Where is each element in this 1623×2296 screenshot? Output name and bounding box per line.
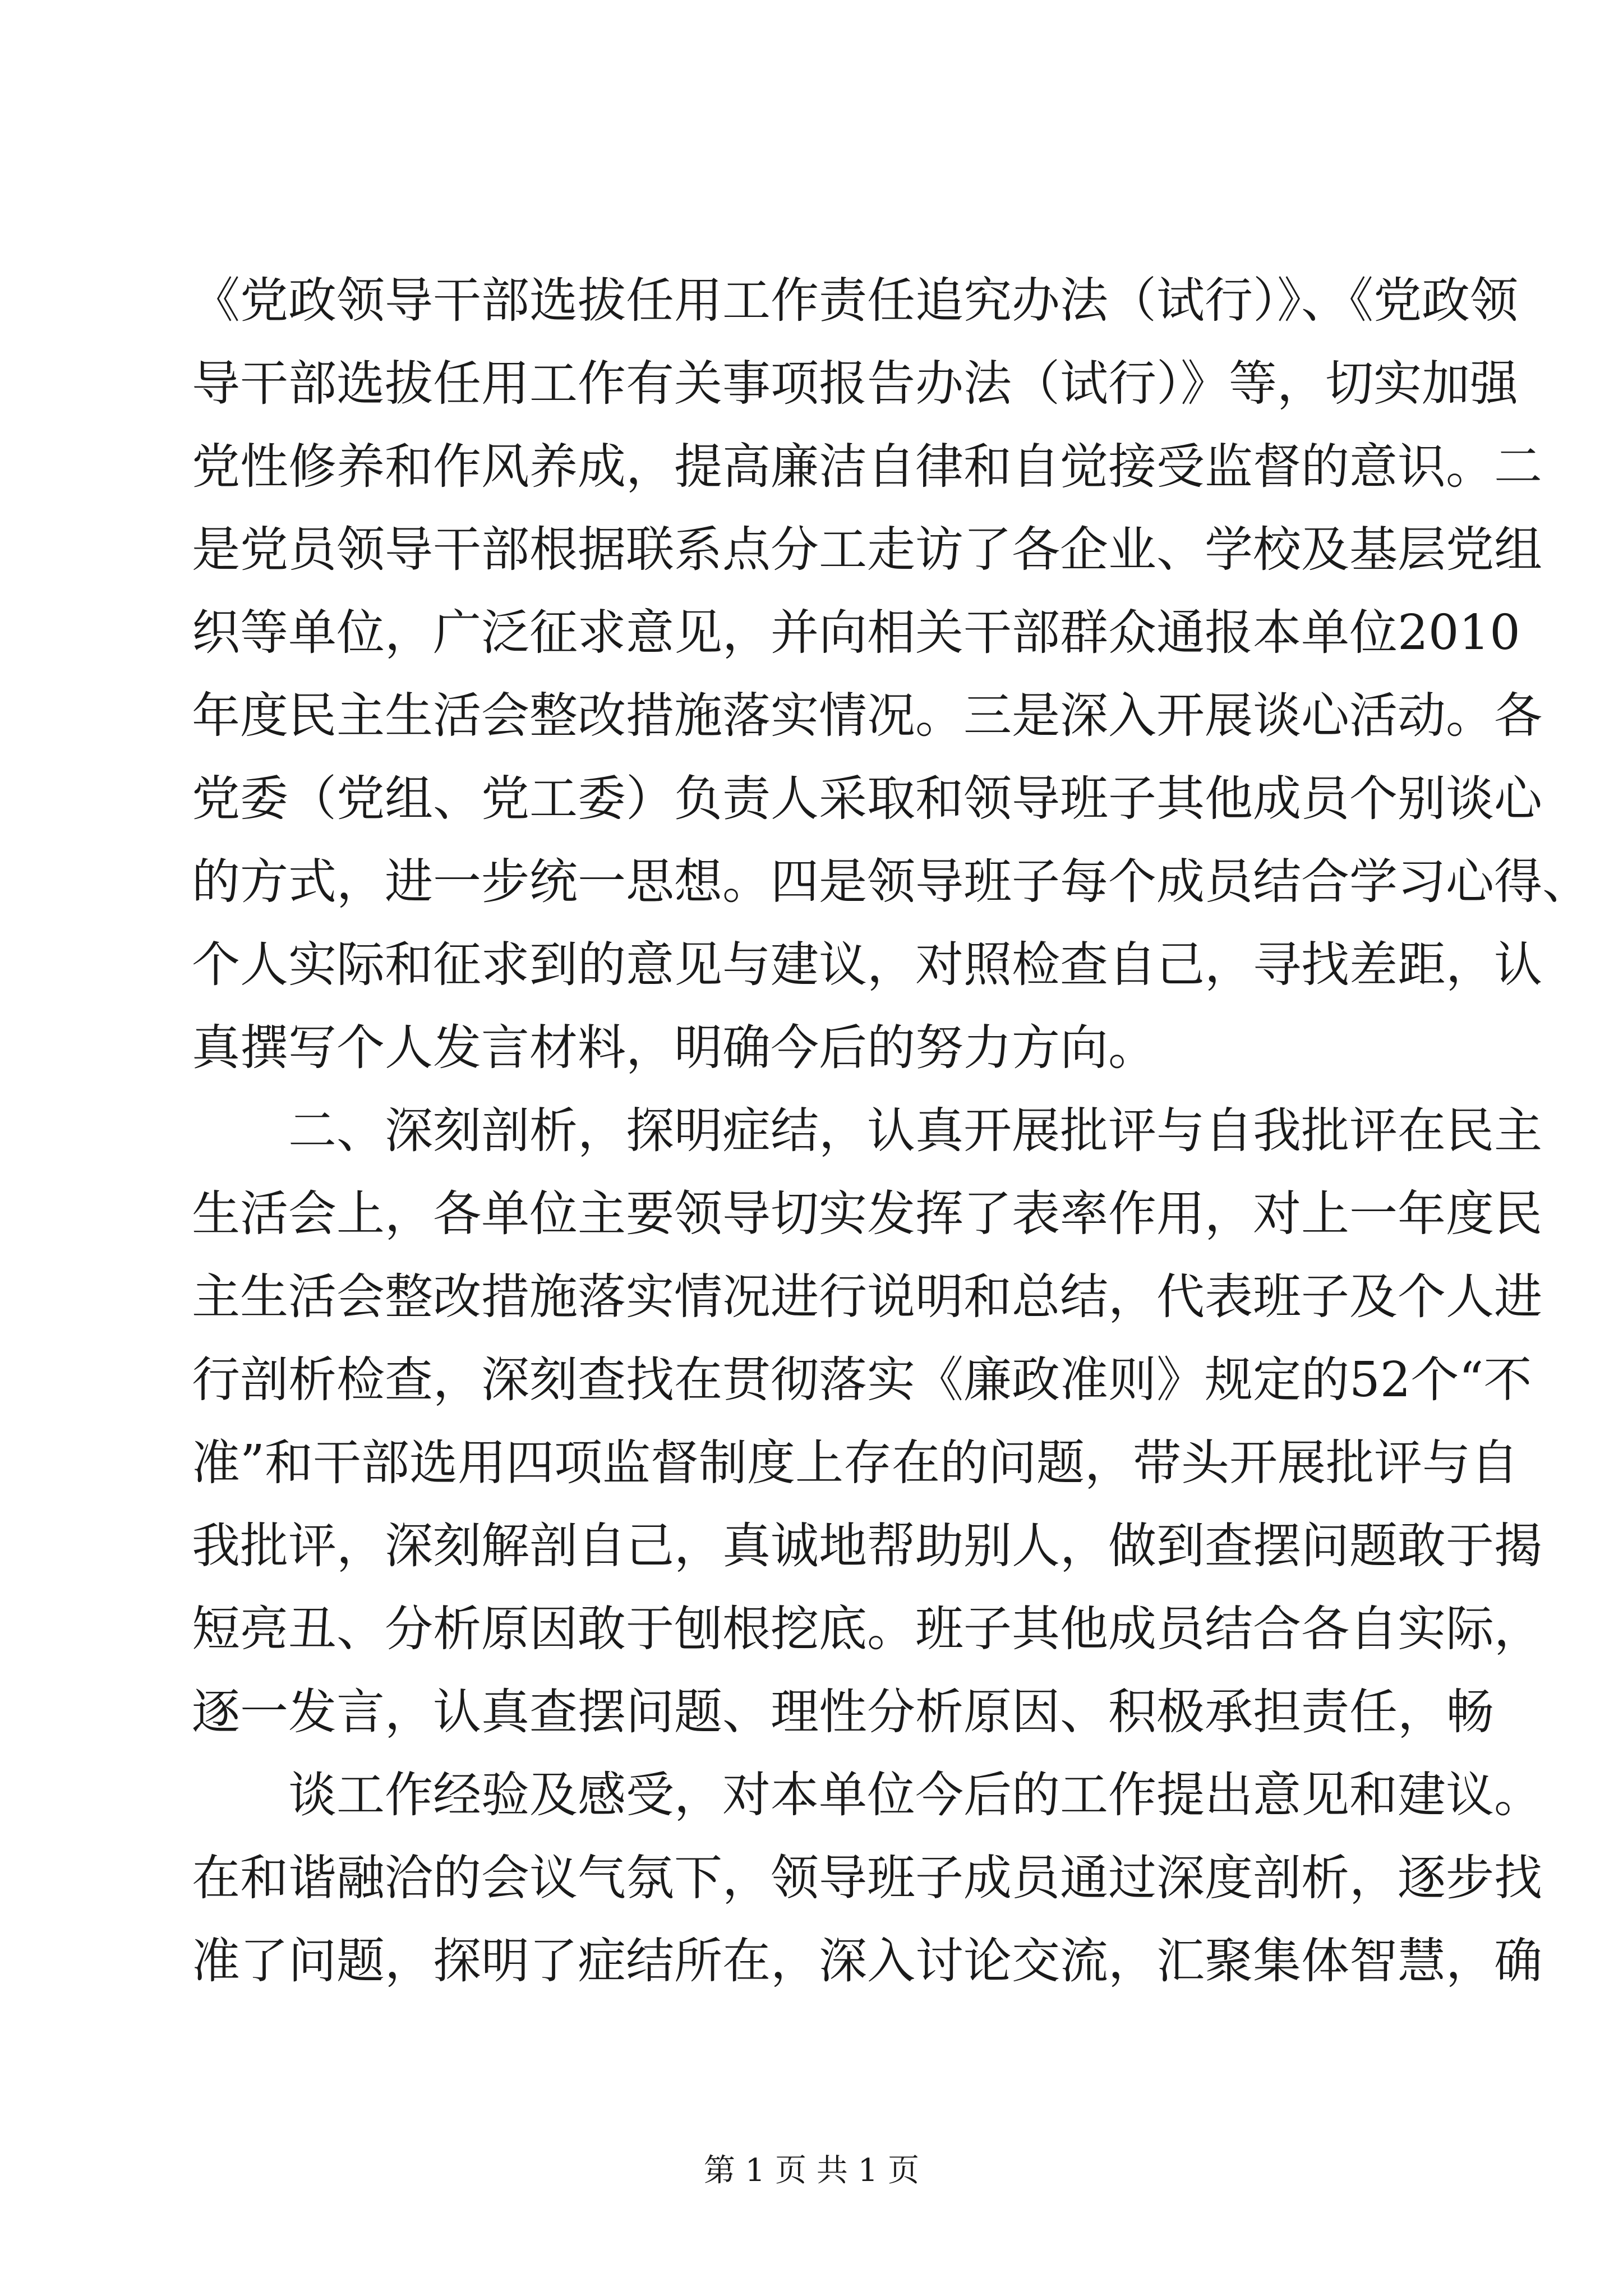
text-line: 党性修养和作风养成，提高廉洁自律和自觉接受监督的意识。二	[192, 439, 1542, 495]
text-line: 年度民主生活会整改措施落实情况。三是深入开展谈心活动。各	[192, 688, 1542, 744]
text-line: 短亮丑、分析原因敢于刨根挖底。班子其他成员结合各自实际，	[192, 1601, 1542, 1657]
text-line: 党委（党组、党工委）负责人采取和领导班子其他成员个别谈心	[192, 771, 1542, 827]
text-line: 准”和干部选用四项监督制度上存在的问题，带头开展批评与自	[192, 1435, 1519, 1491]
text-line: 谈工作经验及感受，对本单位今后的工作提出意见和建议。	[288, 1767, 1542, 1823]
text-line: 的方式，进一步统一思想。四是领导班子每个成员结合学习心得、	[192, 854, 1590, 910]
text-line: 织等单位，广泛征求意见，并向相关干部群众通报本单位2010	[192, 605, 1520, 661]
page-number-footer: 第 1 页 共 1 页	[703, 2152, 920, 2189]
text-line: 行剖析检查，深刻查找在贯彻落实《廉政准则》规定的52个“不	[192, 1352, 1532, 1408]
section-heading-line: 二、深刻剖析，探明症结，认真开展批评与自我批评在民主	[288, 1103, 1542, 1159]
body-text	[192, 259, 1590, 2003]
text-line: 主生活会整改措施落实情况进行说明和总结，代表班子及个人进	[192, 1269, 1542, 1325]
text-line: 逐一发言，认真查摆问题、理性分析原因、积极承担责任，畅	[192, 1684, 1494, 1740]
text-line: 我批评，深刻解剖自己，真诚地帮助别人，做到查摆问题敢于揭	[192, 1518, 1542, 1574]
text-line: 准了问题，探明了症结所在，深入讨论交流，汇聚集体智慧，确	[192, 1933, 1542, 1989]
text-line: 在和谐融洽的会议气氛下，领导班子成员通过深度剖析，逐步找	[192, 1850, 1542, 1906]
text-line: 真撰写个人发言材料，明确今后的努力方向。	[192, 1020, 1156, 1076]
text-line: 《党政领导干部选拔任用工作责任追究办法（试行）》、《党政领	[192, 273, 1518, 329]
text-line: 生活会上，各单位主要领导切实发挥了表率作用，对上一年度民	[192, 1186, 1542, 1242]
text-line: 导干部选拔任用工作有关事项报告办法（试行）》等，切实加强	[192, 356, 1518, 412]
text-line: 个人实际和征求到的意见与建议，对照检查自己，寻找差距，认	[192, 937, 1542, 993]
text-line: 是党员领导干部根据联系点分工走访了各企业、学校及基层党组	[192, 522, 1542, 578]
